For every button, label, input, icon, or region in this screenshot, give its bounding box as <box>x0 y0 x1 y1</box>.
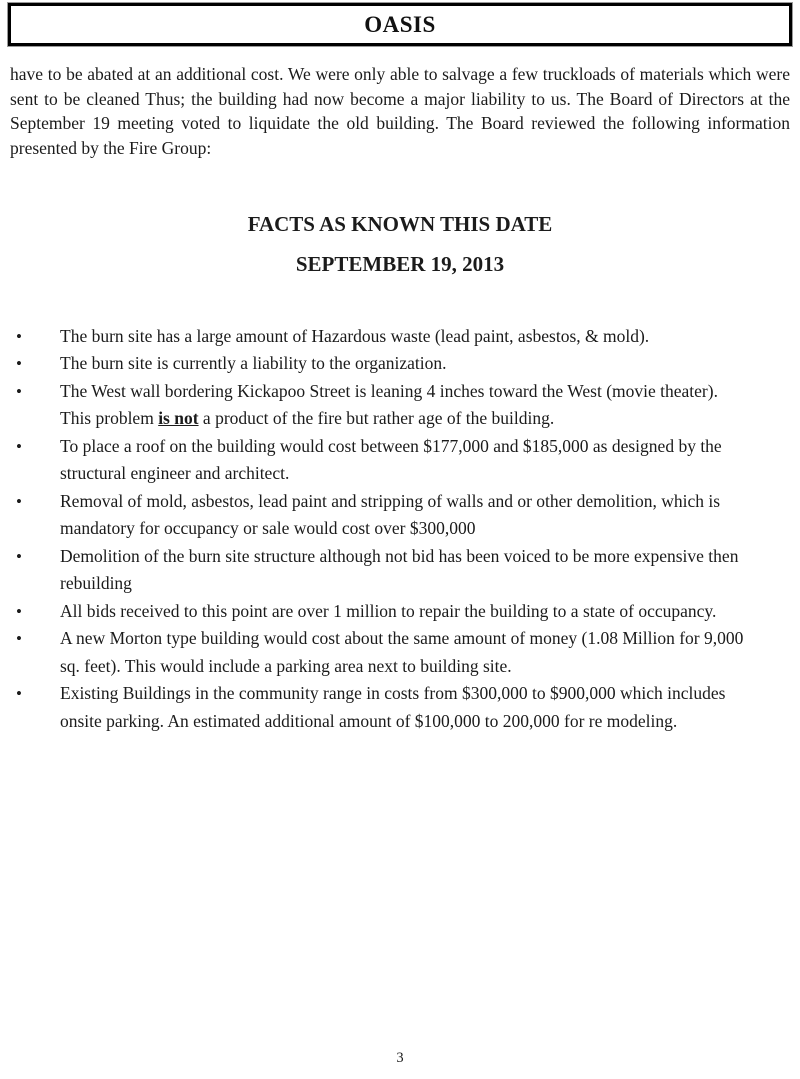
list-item-text: Removal of mold, asbestos, lead paint and stripping of walls and or other demolition, which is mandatory for occupancy or sale would cost over $300,000 <box>60 490 721 539</box>
list-item-text: a product of the fire but rather age of the building. <box>198 408 555 429</box>
list-item-text: All bids received to this point are over 1 million to repair the building to a state of occupancy. <box>60 600 717 621</box>
section-heading-facts: FACTS AS KNOWN THIS DATE <box>247 211 553 236</box>
list-item <box>0 323 800 351</box>
section-heading-date: SEPTEMBER 19, 2013 <box>295 251 505 276</box>
list-item-text: Existing Buildings in the community range in costs from $300,000 to $900,000 which includes onsite parking. An estimated additional amount of $100,000 to 200,000 for re modeling. <box>60 683 726 731</box>
intro-paragraph: have to be abated at an additional cost. We were only able to salvage a few truckloads of materials which were sent to be cleaned Thus; the building had now become a major liability to us. The Board of Directors at the September 19 meeting voted to liquidate the old building. The Board reviewed the following information presented by the Fire Group: <box>10 64 790 159</box>
list-item <box>0 378 800 433</box>
list-item <box>0 488 800 543</box>
list-item <box>0 350 800 378</box>
list-item <box>0 625 800 680</box>
list-item <box>0 598 800 626</box>
list-item <box>0 543 800 598</box>
list-item <box>0 433 800 488</box>
list-item-text: The burn site has a large amount of Hazardous waste (lead paint, asbestos, & mold). <box>60 325 650 346</box>
list-item-text: Demolition of the burn site structure although not bid has been voiced to be more expensive then rebuilding <box>60 545 739 594</box>
list-item-text: To place a roof on the building would cost between $177,000 and $185,000 as designed by the structural engineer and architect. <box>60 435 722 484</box>
emphasized-text: is not <box>158 408 199 429</box>
list-item <box>0 680 800 735</box>
list-item-text: The burn site is currently a liability to the organization. <box>60 353 447 374</box>
list-item-text: A new Morton type building would cost about the same amount of money (1.08 Million for 9,000 sq. feet). This would include a parking area next to building site. <box>60 628 744 676</box>
page-number: 3 <box>396 1050 404 1066</box>
document-title-box <box>8 3 792 46</box>
list-item-text: The West wall bordering Kickapoo Street is leaning 4 inches toward the West (movie theater). This problem <box>60 380 718 429</box>
facts-list <box>0 323 800 736</box>
document-title: OASIS <box>364 11 436 37</box>
